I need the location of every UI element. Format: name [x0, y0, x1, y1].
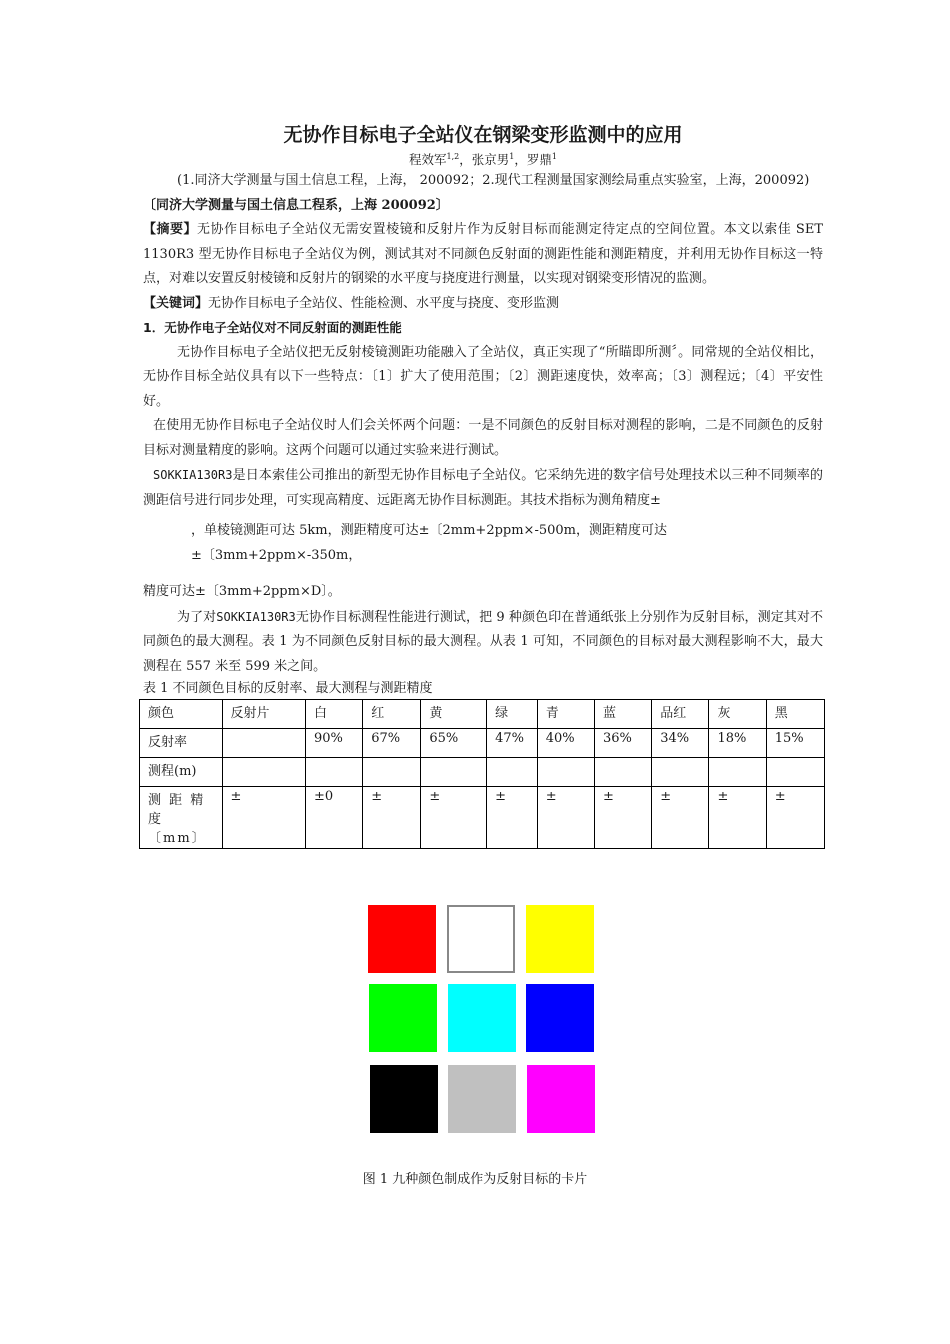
swatch-white	[447, 905, 515, 973]
table-header: 白	[305, 700, 362, 729]
table-cell: ±	[709, 787, 766, 849]
table-cell	[594, 758, 651, 787]
table-cell: ±	[537, 787, 594, 849]
author-1: 程效军	[409, 152, 447, 168]
table-header: 反射片	[222, 700, 305, 729]
swatch-green	[369, 984, 437, 1052]
table-cell: 15%	[766, 729, 824, 758]
affiliation-alt: 〔同济大学测量与国土信息工程系，上海 200092〕	[143, 197, 449, 213]
table-cell: 90%	[305, 729, 362, 758]
table-cell: ±0	[305, 787, 362, 849]
table-cell	[709, 758, 766, 787]
table-cell: 34%	[652, 729, 709, 758]
swatch-cyan	[448, 984, 516, 1052]
table-cell	[363, 758, 421, 787]
keywords-text: 无协作目标电子全站仪、性能检测、水平度与挠度、变形监测	[208, 295, 560, 311]
paper-title: 无协作目标电子全站仪在钢梁变形监测中的应用	[283, 124, 683, 146]
table-cell: 18%	[709, 729, 766, 758]
table-header: 青	[537, 700, 594, 729]
swatch-red	[368, 905, 436, 973]
table-cell: 67%	[363, 729, 421, 758]
author-2: ，张京男	[459, 152, 510, 168]
keywords	[143, 292, 823, 317]
table-cell	[305, 758, 362, 787]
table-cell	[652, 758, 709, 787]
instrument-model-2: SOKKIA130R3	[216, 609, 296, 624]
table-cell	[766, 758, 824, 787]
spec-line: ，单棱镜测距可达 5km，测距精度可达±〔2mm+2ppm×-500m，测距精度可达±〔3mm+2ppm×-350m，	[191, 523, 667, 563]
table-cell	[222, 729, 305, 758]
keywords-label: 【关键词】	[143, 295, 209, 311]
table-cell: 65%	[421, 729, 487, 758]
table-header: 蓝	[594, 700, 651, 729]
table-cell	[537, 758, 594, 787]
color-card-figure	[368, 905, 596, 1135]
table-header: 黑	[766, 700, 824, 729]
paragraph-4-text: 无协作目标测程性能进行测试，把 9 种颜色印在普通纸张上分别作为反射目标，测定其对不同颜色的最大测程。表 1 为不同颜色反射目标的最大测程。从表 1 可知，不同颜色的目标对最大测程影响不大，最大测程在 557 米至 599 米之间。	[143, 609, 823, 674]
table-cell: ±	[421, 787, 487, 849]
author-3-affiliation: 1	[551, 152, 557, 161]
table-caption: 表 1 不同颜色目标的反射率、最大测程与测距精度	[143, 681, 433, 697]
table-cell: ±	[652, 787, 709, 849]
paragraph-4-start: 为了对	[177, 609, 217, 625]
abstract	[143, 218, 823, 292]
table-header: 品红	[652, 700, 709, 729]
table-cell: ±	[222, 787, 305, 849]
table-cell	[487, 758, 538, 787]
table-cell	[421, 758, 487, 787]
paragraph-3-text: 是日本索佳公司推出的新型无协作目标电子全站仪。它采纳先进的数字信号处理技术以三种不同频率的测距信号进行同步处理，可实现高精度、远距离无协作目标测距。其技术指标为测角精度±	[143, 468, 823, 508]
table-cell	[222, 758, 305, 787]
spec-line-2: 精度可达±〔3mm+2ppm×D〕。	[143, 584, 341, 600]
table-cell: ±	[363, 787, 421, 849]
table-cell: ±	[594, 787, 651, 849]
table-header: 黄	[421, 700, 487, 729]
table-cell: ±	[766, 787, 824, 849]
author-3: ，罗鼎	[514, 152, 552, 168]
swatch-yellow	[526, 905, 594, 973]
abstract-label: 【摘要】	[143, 222, 198, 238]
table-header: 灰	[709, 700, 766, 729]
swatch-gray	[448, 1065, 516, 1133]
table-header: 绿	[487, 700, 538, 729]
document-body	[143, 122, 823, 849]
table-cell: 36%	[594, 729, 651, 758]
author-1-affiliation: 1,2	[446, 152, 460, 161]
table-cell: 测 距 精 度〔mm〕	[140, 787, 223, 849]
results-table	[139, 699, 825, 849]
affiliation: (1.同济大学测量与国土信息工程，上海， 200092；2.现代工程测量国家测绘局重点实验室，上海，200092)	[177, 173, 810, 189]
table-cell: ±	[487, 787, 538, 849]
figure-caption: 图 1 九种颜色制成作为反射目标的卡片	[362, 1172, 588, 1187]
section-heading-1: 1．无协作电子全站仪对不同反射面的测距性能	[143, 320, 402, 336]
table-cell: 反射率	[140, 729, 223, 758]
table-row	[140, 787, 825, 849]
paragraph-2: 在使用无协作目标电子全站仪时人们会关怀两个问题：一是不同颜色的反射目标对测程的影响，二是不同颜色的反射目标对测量精度的影响。这两个问题可以通过实验来进行测试。	[143, 418, 823, 458]
table-header-row	[140, 700, 825, 729]
swatch-blue	[526, 984, 594, 1052]
table-row	[140, 758, 825, 787]
instrument-model: SOKKIA130R3	[153, 468, 233, 483]
table-header: 颜色	[140, 700, 223, 729]
swatch-magenta	[527, 1065, 595, 1133]
author-2-affiliation: 1	[509, 152, 515, 161]
table-row	[140, 729, 825, 758]
paragraph-1: 无协作目标电子全站仪把无反射棱镜测距功能融入了全站仪，真正实现了“所瞄即所测〞。同常规的全站仪相比，无协作目标全站仪具有以下一些特点：〔1〕扩大了使用范围；〔2〕测距速度快，效率高；〔3〕测程远；〔4〕平安性好。	[143, 344, 823, 409]
table-cell: 测程(m)	[140, 758, 223, 787]
paragraph-3	[143, 463, 823, 513]
paragraph-4	[143, 605, 823, 680]
table-cell: 47%	[487, 729, 538, 758]
abstract-text: 无协作目标电子全站仪无需安置棱镜和反射片作为反射目标而能测定待定点的空间位置。本文以索佳 SET 1130R3 型无协作目标电子全站仪为例，测试其对不同颜色反射面的测距性能和测距精度，并利用无协作目标这一特点，对难以安置反射棱镜和反射片的钢梁的水平度与挠度进行测量，以实现对钢梁变形情况的监测。	[143, 222, 823, 287]
swatch-black	[370, 1065, 438, 1133]
table-cell: 40%	[537, 729, 594, 758]
author-line	[143, 148, 823, 169]
table-header: 红	[363, 700, 421, 729]
